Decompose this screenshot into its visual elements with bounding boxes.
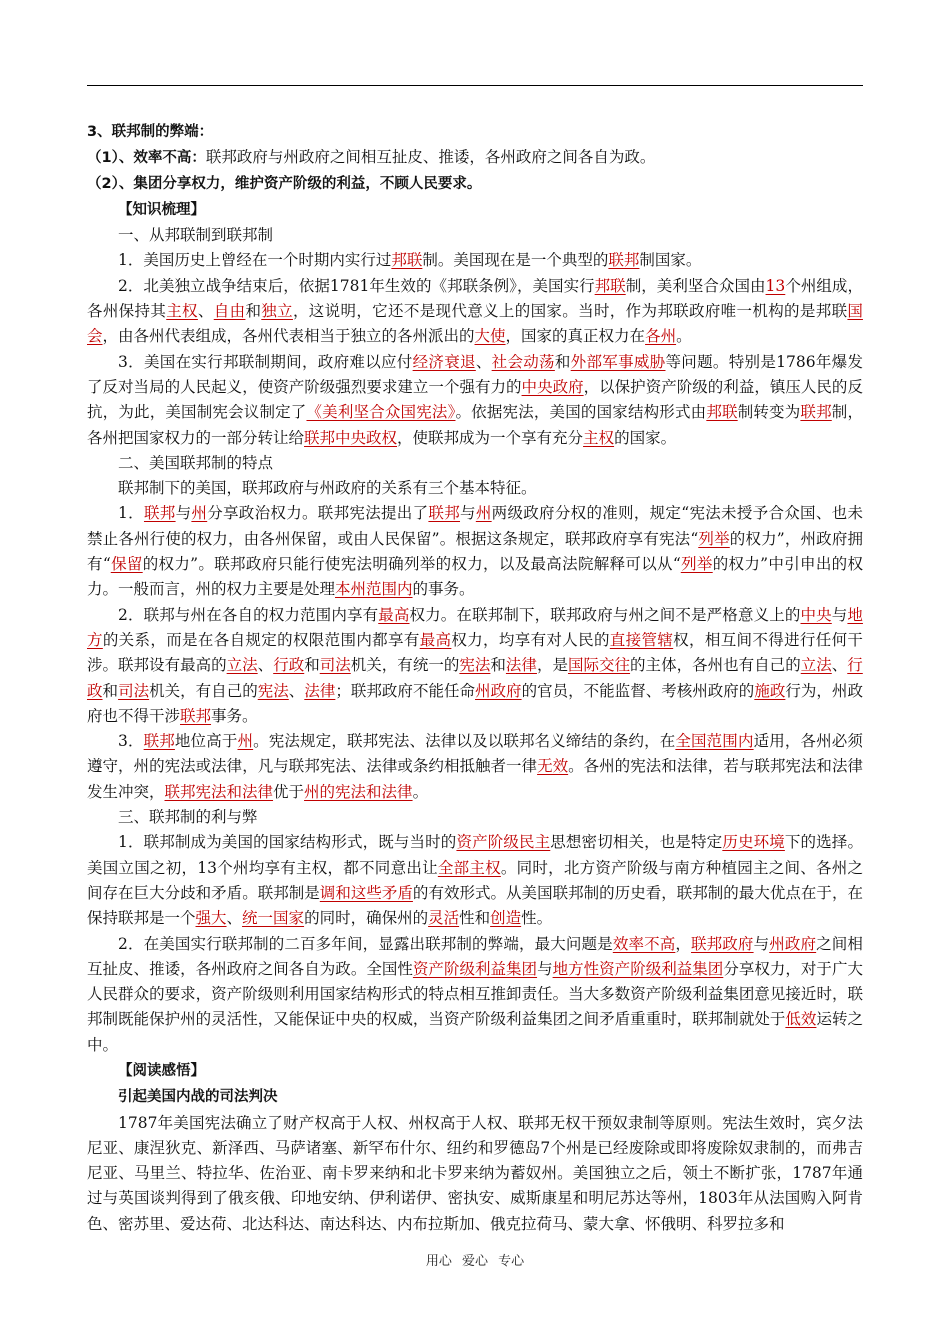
answer-keyword: 主权	[166, 302, 198, 321]
text-run: 与	[460, 504, 476, 523]
answer-keyword: 低效	[785, 1010, 817, 1029]
answer-keyword: 列举	[698, 529, 730, 548]
paragraph	[87, 805, 863, 830]
text-run: ，这说明，它还不是现代意义上的国家。当时，作为邦联政府唯一机构的是邦联	[292, 302, 848, 321]
answer-keyword: 联邦	[800, 403, 832, 422]
answer-keyword: 灵活	[428, 909, 460, 928]
answer-keyword: 联邦	[143, 732, 175, 751]
answer-keyword: 直接管辖	[609, 630, 674, 649]
answer-keyword: 司法	[319, 656, 351, 675]
answer-keyword: 州的宪法和法律	[304, 782, 413, 801]
paragraph	[87, 1111, 863, 1237]
text-run: 与	[175, 504, 192, 523]
paragraph	[87, 476, 863, 501]
answer-keyword: 联邦	[608, 251, 640, 270]
text-run: 和	[102, 681, 119, 700]
answer-keyword: 经济衰退	[412, 352, 476, 371]
text-run: 制转变为	[737, 403, 801, 422]
answer-keyword: 各州	[645, 327, 677, 346]
text-run: 行为，州政府也不得干涉	[87, 681, 863, 725]
answer-keyword: 资产阶级利益集团	[412, 959, 538, 978]
text-run: 的关系，而是在各自规定的权限范围内都享有	[102, 630, 420, 649]
text-run: 制国家。	[639, 251, 702, 270]
text-run: 和	[304, 656, 320, 675]
text-run: 。各州的宪法和法律，若与联邦宪法和法律发生冲突，	[87, 757, 863, 801]
answer-keyword: 立法	[800, 656, 832, 675]
text-run: 3．	[118, 732, 144, 751]
answer-keyword: 自由	[213, 302, 246, 321]
text-run: 的事务。	[412, 580, 475, 599]
answer-keyword: 州政府	[769, 934, 817, 953]
answer-keyword: 邦联	[594, 276, 626, 295]
answer-keyword: 全部主权	[437, 858, 501, 877]
text-run: 运转之中。	[87, 1010, 863, 1054]
text-run: 二、美国联邦制的特点	[118, 453, 274, 472]
answer-keyword: 历史环境	[722, 833, 785, 852]
text-run: 2．联邦与州在各自的权力范围内享有	[118, 605, 379, 624]
text-run: 等问题。特别是1786年爆发了反对当局的人民起义，使资产阶级强烈要求建立一个强有力的	[87, 352, 863, 396]
text-run: 、	[226, 909, 243, 928]
text-run: 分享权力，对于广大人民群众的要求，资产阶级则利用国家结构形式的特点相互推卸责任。当大多数资产阶级利益集团意见接近时，联邦制既能保护州的灵活性，又能保证中央的权威，当资产阶级利益集团之间矛盾重重时，联邦制就处于	[87, 959, 863, 1029]
header-rule	[87, 85, 863, 86]
text-run: 联邦制下的美国，联邦政府与州政府的关系有三个基本特征。	[118, 479, 537, 498]
answer-keyword: 中央政府	[521, 377, 584, 396]
text-run: 性。	[521, 909, 553, 928]
text-run: ，国家的真正权力在	[505, 327, 646, 346]
text-run: ，	[675, 934, 692, 953]
answer-keyword: 13	[765, 276, 786, 295]
text-run: 和	[245, 302, 262, 321]
answer-keyword: 邦联	[706, 403, 738, 422]
text-run: 下的选择。美国立国之初，13个州均享有主权，都不同意出让	[87, 833, 863, 877]
text-run: 。宪法规定，联邦宪法、法律以及以联邦名义缔结的条约，在	[253, 732, 676, 751]
text-run: 。依据宪法，美国的国家结构形式由	[455, 403, 707, 422]
answer-keyword: 独立	[261, 302, 293, 321]
text-run: 制，各州把国家权力的一部分转让给	[87, 403, 863, 447]
text-run: 事务。	[211, 706, 258, 725]
answer-keyword: 《美利坚合众国宪法》	[306, 403, 456, 422]
paragraph	[87, 248, 863, 273]
answer-keyword: 宪法	[459, 656, 491, 675]
text-run: 2．北美独立战争结束后，依据1781年生效的《邦联条例》，美国实行	[118, 276, 595, 295]
text-run: 。同时，北方资产阶级与南方种植园主之间、各州之间存在巨大分歧和矛盾。联邦制是	[87, 858, 863, 902]
answer-keyword: 联邦	[180, 706, 212, 725]
answer-keyword: 联邦	[143, 504, 176, 523]
answer-keyword: 无效	[537, 757, 569, 776]
page-footer: 用心 爱心 专心	[425, 1254, 525, 1269]
text-run: 优于	[273, 782, 305, 801]
text-run: 的权力”。联邦政府只能行使宪法明确列举的权力，以及最高法院解释可以从“	[142, 555, 681, 574]
paragraph	[87, 145, 863, 171]
answer-keyword: 法律	[304, 681, 336, 700]
text-run: 个州组成，各州保持其	[87, 276, 863, 321]
text-run: 地位高于	[174, 732, 238, 751]
answer-keyword: 联邦中央政权	[304, 428, 398, 447]
answer-keyword: 施政	[754, 681, 786, 700]
answer-keyword: 司法	[118, 681, 150, 700]
text-run: 权力，均享有对人民的	[451, 630, 610, 649]
answer-keyword: 本州范围内	[335, 580, 413, 599]
text-run: （1）、效率不高：	[87, 150, 206, 167]
text-run: 权力。在联邦制下，联邦政府与州之间不是严格意义上的	[409, 605, 801, 624]
answer-keyword: 宪法	[257, 681, 289, 700]
paragraph	[87, 197, 863, 223]
answer-keyword: 联邦宪法和法律	[164, 782, 274, 801]
text-run: 制。美国现在是一个典型的	[422, 251, 609, 270]
text-run: 【知识梳理】	[118, 201, 205, 218]
text-run: 。	[412, 782, 429, 801]
text-run: 的主体，各州也有自己的	[630, 656, 801, 675]
text-run: 1．联邦制成为美国的国家结构形式，既与当时的	[118, 833, 457, 852]
text-run: 权，相互间不得进行任何干涉。联邦设有最高的	[87, 630, 863, 675]
answer-keyword: 国会	[87, 302, 863, 346]
text-run: 引起美国内战的司法判决	[118, 1089, 278, 1106]
text-run: 1787年美国宪法确立了财产权高于人权、州权高于人权、联邦无权干预奴隶制等原则。宪法生效时，宾夕法尼亚、康涅狄克、新泽西、马萨诸塞、新罕布什尔、纽约和罗德岛7个州是已经废除或即将废除奴隶制的，而弗吉尼亚、马里兰、特拉华、佐治亚、南卡罗来纳和北卡罗来纳为蓄奴州。美国独立之后，领土不断扩张，1787年通过与英国谈判得到了俄亥俄、印地安纳、伊利诺伊、密执安、威斯康星和明尼苏达等州，1803年从法国购入阿肯色、密苏里、爱达荷、北达科达、南达科达、内布拉斯加、俄克拉荷马、蒙大拿、怀俄明、科罗拉多和	[87, 1113, 863, 1233]
text-run: ，由各州代表组成，各州代表相当于独立的各州派出的	[102, 327, 475, 346]
paragraph	[87, 501, 863, 602]
paragraph	[87, 729, 863, 805]
text-run: 3、联邦制的弊端：	[87, 124, 214, 140]
text-run: 与	[831, 605, 848, 624]
text-run: 和	[490, 656, 506, 675]
text-run: 1．	[118, 504, 144, 523]
answer-keyword: 联邦政府	[691, 934, 754, 953]
answer-keyword: 全国范围内	[675, 732, 754, 751]
answer-keyword: 创造	[490, 909, 522, 928]
text-run: 2．在美国实行联邦制的二百多年间，显露出联邦制的弊端，最大问题是	[118, 934, 613, 953]
answer-keyword: 列举	[680, 555, 713, 574]
answer-keyword: 国际交往	[567, 656, 631, 675]
answer-keyword: 州政府	[475, 681, 522, 700]
answer-keyword: 行政	[273, 656, 305, 675]
text-run: 。	[676, 327, 692, 346]
text-run: 的国家。	[614, 428, 677, 447]
text-run: 、	[475, 352, 492, 371]
text-run: （2）、集团分享权力，维护资产阶级的利益，不顾人民要求。	[87, 175, 482, 192]
answer-keyword: 最高	[419, 630, 452, 649]
paragraph	[87, 1058, 863, 1084]
paragraph	[87, 932, 863, 1058]
answer-keyword: 州	[237, 732, 254, 751]
answer-keyword: 联邦	[428, 504, 461, 523]
text-run: 3．美国在实行邦联制期间，政府难以应付	[118, 352, 413, 371]
text-run: 的同时，确保州的	[304, 909, 429, 928]
text-run: 思想密切相关，也是特定	[550, 833, 723, 852]
answer-keyword: 资产阶级民主	[456, 833, 551, 852]
answer-keyword: 邦联	[391, 251, 423, 270]
text-run: 与	[537, 959, 553, 978]
text-run: 的权力”中引申出的权力。一般而言，州的权力主要是处理	[87, 555, 863, 599]
text-run: 制，美利坚合众国由	[625, 276, 766, 295]
text-run: 三、联邦制的利与弊	[118, 808, 258, 827]
text-run: 1．美国历史上曾经在一个时期内实行过	[118, 251, 392, 270]
text-run: 之间相互扯皮、推诿，各州政府之间各自为政。全国性	[87, 934, 863, 978]
text-run: 、	[288, 681, 305, 700]
paragraph	[87, 1084, 863, 1110]
text-run: 的权力”，州政府拥有“	[87, 529, 863, 574]
answer-keyword: 效率不高	[612, 934, 676, 953]
text-run: 的有效形式。从美国联邦制的历史看，联邦制的最大优点在于，在保持联邦是一个	[87, 883, 863, 928]
text-run: 机关，有统一的	[350, 656, 460, 675]
text-run: 【阅读感悟】	[118, 1062, 205, 1079]
answer-keyword: 州	[191, 504, 208, 523]
text-run: 一、从邦联制到联邦制	[118, 226, 274, 245]
answer-keyword: 州	[475, 504, 492, 523]
text-run: 的官员，不能监督、考核州政府的	[521, 681, 755, 700]
paragraph	[87, 830, 863, 931]
text-run: ，使联邦成为一个享有充分	[397, 428, 584, 447]
text-run: 、	[257, 656, 274, 675]
text-run: ；联邦政府不能任命	[335, 681, 476, 700]
answer-keyword: 社会动荡	[491, 352, 555, 371]
text-run: 、	[197, 302, 214, 321]
paragraph	[87, 223, 863, 248]
answer-keyword: 外部军事威胁	[570, 352, 666, 371]
answer-keyword: 保留	[110, 555, 143, 574]
answer-keyword: 地方	[87, 605, 863, 649]
paragraph	[87, 120, 863, 145]
text-run: ，以保护资产阶级的利益，镇压人民的反抗，为此，美国制宪会议制定了	[87, 377, 863, 422]
document-body	[87, 120, 863, 1237]
text-run: 机关，有自己的	[149, 681, 258, 700]
answer-keyword: 立法	[226, 656, 258, 675]
paragraph	[87, 350, 863, 451]
answer-keyword: 统一国家	[242, 909, 305, 928]
answer-keyword: 主权	[583, 428, 615, 447]
text-run: 性和	[459, 909, 491, 928]
text-run: 两级政府分权的准则，规定“宪法未授予合众国、也未禁止各州行使的权力，由各州保留，或由人民保留”。根据这条规定，联邦政府享有宪法“	[87, 504, 863, 548]
paragraph	[87, 172, 863, 197]
text-run: 、	[831, 656, 848, 675]
paragraph	[87, 274, 863, 350]
text-run: 与	[753, 934, 770, 953]
answer-keyword: 地方性资产阶级利益集团	[552, 959, 724, 978]
paragraph	[87, 603, 863, 729]
answer-keyword: 法律	[505, 656, 537, 675]
text-run: 和	[554, 352, 571, 371]
text-run: 联邦政府与州政府之间相互扯皮、推诿，各州政府之间各自为政。	[205, 148, 656, 167]
text-run: ，是	[536, 656, 568, 675]
answer-keyword: 中央	[800, 605, 832, 624]
answer-keyword: 强大	[195, 909, 227, 928]
text-run: 分享政治权力。联邦宪法提出了	[207, 504, 429, 523]
text-run: 适用，各州必须遵守，州的宪法或法律，凡与联邦宪法、法律或条约相抵触者一律	[87, 732, 863, 776]
answer-keyword: 大使	[474, 327, 506, 346]
answer-keyword: 最高	[378, 605, 410, 624]
paragraph	[87, 451, 863, 476]
answer-keyword: 行政	[87, 656, 863, 700]
answer-keyword: 调和这些矛盾	[319, 883, 413, 902]
